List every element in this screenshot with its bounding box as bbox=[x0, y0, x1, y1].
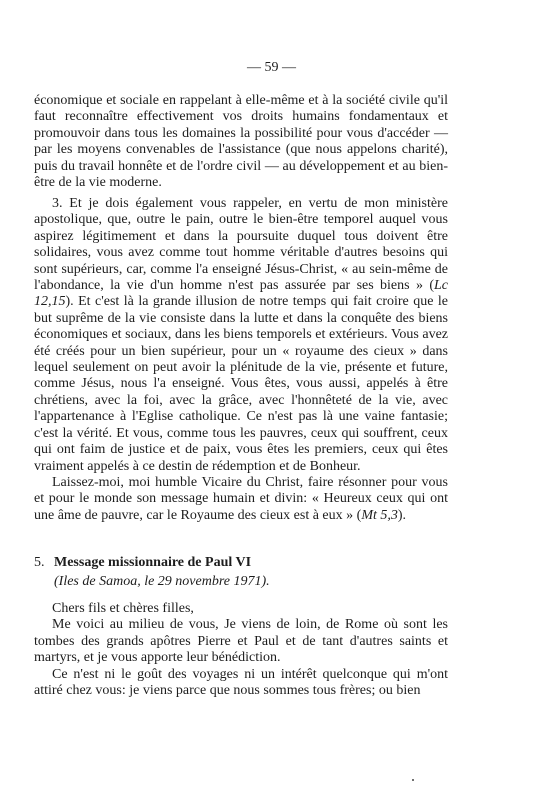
page-number: — 59 — bbox=[247, 60, 296, 75]
section-title: Message missionnaire de Paul VI bbox=[54, 555, 252, 570]
paragraph-4 bbox=[34, 475, 448, 524]
paragraph-3-text-a: 3. Et je dois également vous rappeler, en vertu de mon ministère apostolique, que, outre le pain, outre le bien-être temporel auquel vous aspirez légitimement et dans la poursuite duquel tous doivent être solidaires, vous avez comme tout homme véritable d'autres besoins qui sont supérieurs, car, comme l'a enseigné Jésus-Christ, « au sein-même de l'abondance, la vie d'un homme n'est pas assurée par ses biens » ( bbox=[34, 196, 448, 294]
paragraph-3 bbox=[34, 196, 448, 475]
text-block-main bbox=[34, 196, 448, 524]
section-subtitle: (Iles de Samoa, le 29 novembre 1971). bbox=[54, 574, 270, 589]
section-number: 5. bbox=[34, 555, 45, 570]
speck-mark bbox=[412, 779, 414, 781]
text-block-continuation bbox=[34, 93, 448, 191]
bible-reference-luke: Lc 12,15 bbox=[34, 278, 448, 310]
message-paragraph-1: Me voici au milieu de vous, Je viens de loin, de Rome où sont les tombes des grands apôtres Pierre et Paul et de tant d'autres saints et martyrs, et je vous apporte leur bénédiction. bbox=[34, 617, 448, 666]
paragraph-3-text-b: ). Et c'est là la grande illusion de notre temps qui fait croire que le but suprême de la vie consiste dans la lutte et dans la conquête des biens économiques et sociaux, dans les biens temporels et extérieurs. Vous avez été créés pour un bien supérieur, pour un « royaume des cieux » dans lequel seulement on peut avoir la plénitude de la vie, présente et future, comme Jésus, nous l'a enseigné. Vous êtes, vous aussi, appelés à être chrétiens, avec la foi, avec la grâce, avec l'honnêteté de la vie, avec l'appartenance à l'Eglise catholique. Ce n'est pas là une vaine fantasie; c'est la vérité. Et vous, comme tous les pauvres, ceux qui souffrent, ceux qui ont faim de justice et de paix, vous êtes les premiers, ceux qui êtes vraiment appelés à ce destin de rédemption et de Bonheur. bbox=[34, 294, 448, 474]
bible-reference-matthew: Mt 5,3 bbox=[361, 507, 398, 523]
salutation: Chers fils et chères filles, bbox=[52, 601, 194, 616]
section-heading bbox=[34, 555, 448, 571]
paragraph-continuation: économique et sociale en rappelant à elle-même et à la société civile qu'il faut reconnaître effectivement vos droits humains fondamentaux et promouvoir dans tous les domaines la possibilité pour vous d'accéder — par les moyens convenables de l'assistance (que nous appelons charité), puis du travail honnête et de l'ordre civil — au développement et au bien-être de la vie moderne. bbox=[34, 93, 448, 191]
paragraph-4-text-b: ). bbox=[397, 507, 407, 523]
paragraph-4-text-a: Laissez-moi, moi humble Vicaire du Christ, faire résonner pour vous et pour le monde son message humain et divin: « Heureux ceux qui ont une âme de pauvre, car le Royaume des cieux est à eux » ( bbox=[34, 474, 448, 523]
message-paragraph-2: Ce n'est ni le goût des voyages ni un intérêt quelconque qui m'ont attiré chez vous: je viens parce que nous sommes tous frères; ou bien bbox=[34, 666, 448, 699]
text-block-message bbox=[34, 601, 448, 699]
